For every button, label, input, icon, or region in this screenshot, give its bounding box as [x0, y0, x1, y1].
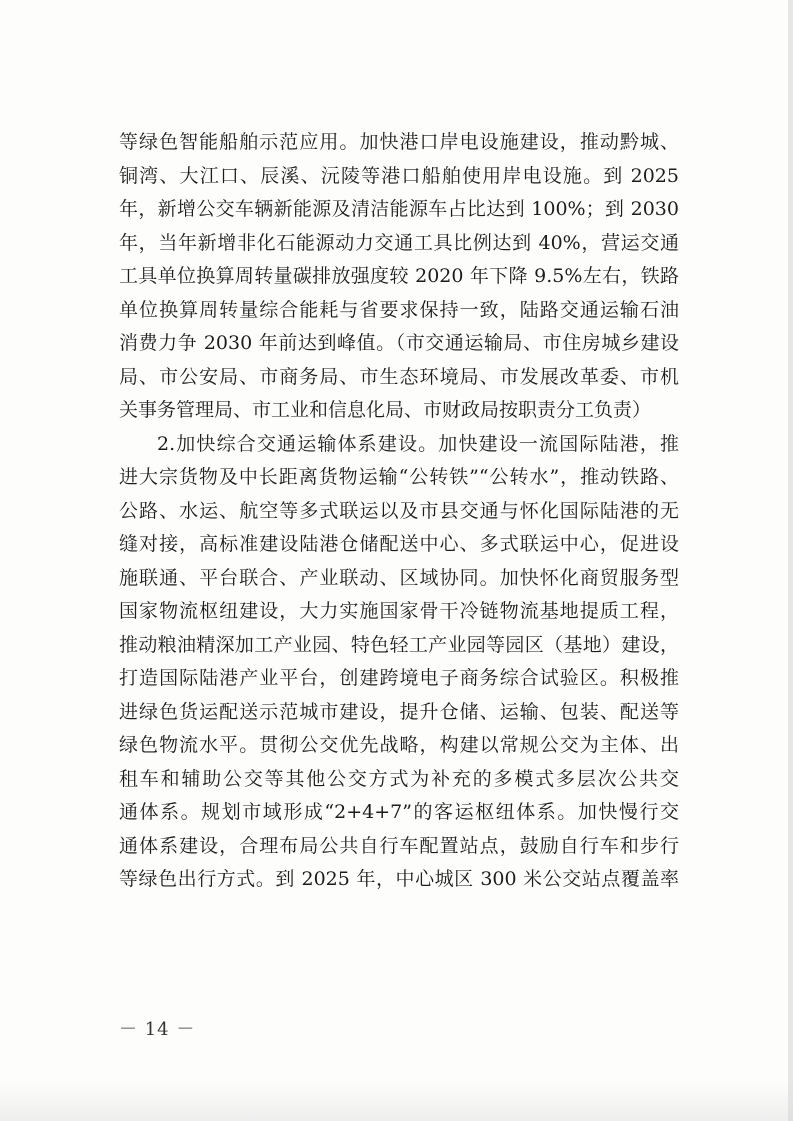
text-line: 年，新增公交车辆新能源及清洁能源车占比达到 100%；到 2030 [119, 198, 679, 220]
text-line: 消费力争 2030 年前达到峰值。（市交通运输局、市住房城乡建设 [119, 332, 679, 354]
text-line: 施联通、平台联合、产业联动、区域协同。加快怀化商贸服务型 [119, 566, 679, 589]
text-line: 进绿色货运配送示范城市建设，提升仓储、运输、包装、配送等 [119, 700, 679, 723]
section-heading-line: 2.加快综合交通运输体系建设。加快建设一流国际陆港，推 [157, 432, 679, 455]
text-line: 国家物流枢纽建设，大力实施国家骨干冷链物流基地提质工程， [119, 600, 679, 622]
text-line: 进大宗货物及中长距离货物运输“公转铁”“公转水”，推动铁路、 [119, 466, 679, 488]
text-line: 铜湾、大江口、辰溪、沅陵等港口船舶使用岸电设施。到 2025 [119, 164, 679, 187]
text-line: 等绿色智能船舶示范应用。加快港口岸电设施建设，推动黔城、 [119, 131, 679, 153]
text-line: 租车和辅助公交等其他公交方式为补充的多模式多层次公共交 [119, 767, 679, 790]
text-line: 工具单位换算周转量碳排放强度较 2020 年下降 9.5%左右，铁路 [119, 265, 679, 287]
text-line: 推动粮油精深加工产业园、特色轻工产业园等园区（基地）建设， [119, 633, 679, 656]
scan-shadow-right [788, 0, 793, 1121]
text-line: 关事务管理局、市工业和信息化局、市财政局按职责分工负责） [119, 399, 652, 421]
page-number: － 14 － [119, 1019, 196, 1040]
text-line: 缝对接，高标准建设陆港仓储配送中心、多式联运中心，促进设 [119, 533, 679, 555]
text-line: 等绿色出行方式。到 2025 年，中心城区 300 米公交站点覆盖率 [119, 868, 679, 890]
text-line: 年，当年新增非化石能源动力交通工具比例达到 40%，营运交通 [119, 231, 679, 254]
scan-shadow-bottom [0, 1081, 793, 1121]
text-line: 打造国际陆港产业平台，创建跨境电子商务综合试验区。积极推 [119, 667, 679, 689]
text-line: 绿色物流水平。贯彻公交优先战略，构建以常规公交为主体、出 [119, 734, 679, 756]
text-line: 局、市公安局、市商务局、市生态环境局、市发展改革委、市机 [119, 365, 679, 388]
text-line: 公路、水运、航空等多式联运以及市县交通与怀化国际陆港的无 [119, 499, 679, 522]
body-text [119, 126, 679, 897]
text-line: 通体系建设，合理布局公共自行车配置站点，鼓励自行车和步行 [119, 834, 679, 857]
text-line: 通体系。规划市域形成“2+4+7”的客运枢纽体系。加快慢行交 [119, 801, 679, 823]
text-line: 单位换算周转量综合能耗与省要求保持一致，陆路交通运输石油 [119, 298, 679, 321]
